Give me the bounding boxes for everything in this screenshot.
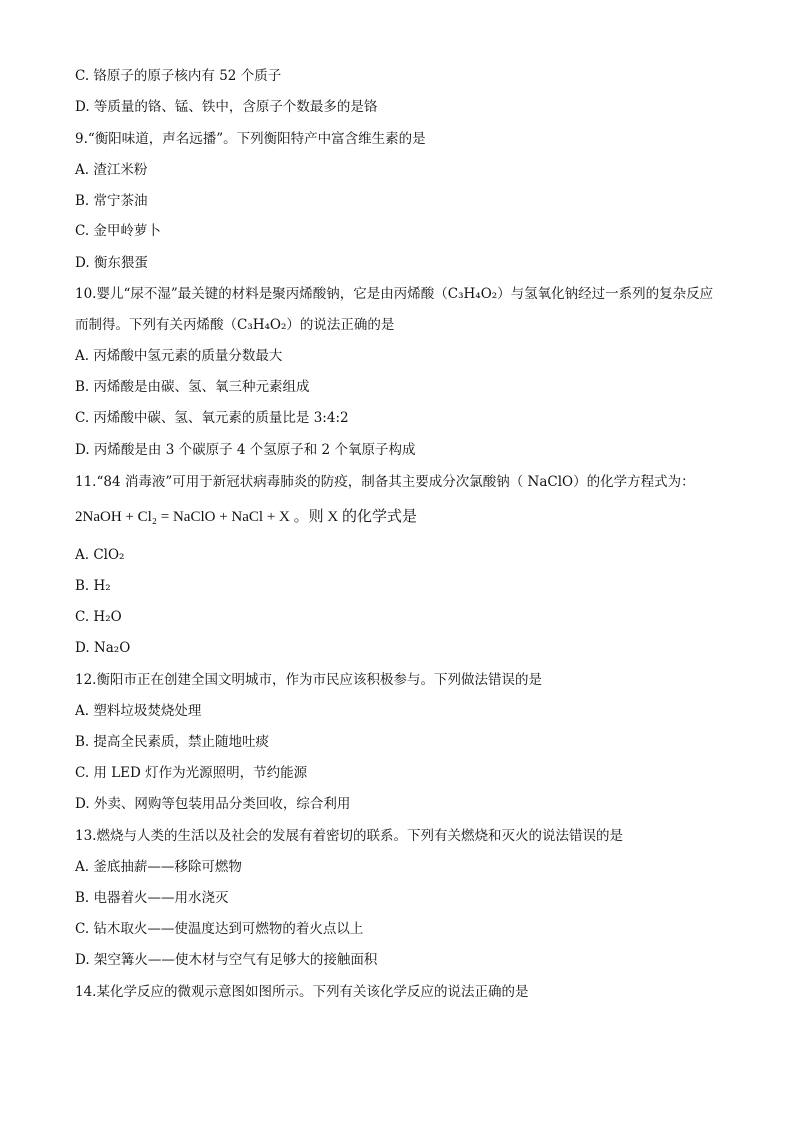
option-b: B. 丙烯酸是由碳、氢、氧三种元素组成 (75, 379, 310, 395)
question-14-stem: 14.某化学反应的微观示意图如图所示。下列有关该化学反应的说法正确的是 (75, 984, 529, 1000)
option-d: D. Na₂O (75, 640, 131, 656)
option-a: A. 渣江米粉 (75, 162, 148, 178)
option-b: B. 电器着火——用水浇灭 (75, 890, 229, 906)
text-line: C. 铬原子的原子核内有 52 个质子 (75, 68, 282, 84)
option-c: C. 钻木取火——使温度达到可燃物的着火点以上 (75, 921, 364, 937)
option-c: C. 丙烯酸中碳、氢、氧元素的质量比是 3:4:2 (75, 410, 349, 426)
option-d: D. 丙烯酸是由 3 个碳原子 4 个氢原子和 2 个氧原子构成 (75, 442, 416, 458)
chemical-equation: 2NaOH + Cl₂ = NaClO + NaCl + X 。则 X 的化学式是 (75, 509, 417, 525)
text-line: D. 等质量的铬、锰、铁中，含原子个数最多的是铬 (75, 99, 378, 115)
option-c: C. 用 LED 灯作为光源照明，节约能源 (75, 765, 308, 781)
question-12-stem: 12.衡阳市正在创建全国文明城市，作为市民应该积极参与。下列做法错误的是 (75, 672, 542, 688)
option-d: D. 架空篝火——使木材与空气有足够大的接触面积 (75, 952, 378, 968)
question-11-stem: 11.“84 消毒液”可用于新冠状病毒肺炎的防疫，制备其主要成分次氯酸钠（ NaClO）的化学方程式为： (75, 474, 695, 490)
option-a: A. 丙烯酸中氢元素的质量分数最大 (75, 348, 283, 364)
option-d: D. 衡东猥蛋 (75, 255, 148, 271)
option-d: D. 外卖、网购等包装用品分类回收，综合利用 (75, 796, 351, 812)
option-b: B. 常宁茶油 (75, 193, 148, 209)
option-b: B. 提高全民素质，禁止随地吐痰 (75, 734, 270, 750)
question-9-stem: 9.“衡阳味道，声名远播”。下列衡阳特产中富含维生素的是 (75, 131, 426, 147)
option-c: C. 金甲岭萝卜 (75, 223, 161, 239)
option-a: A. 釜底抽薪——移除可燃物 (75, 859, 242, 875)
question-10-stem: 10.婴儿“尿不湿”最关键的材料是聚丙烯酸钠，它是由丙烯酸（C₃H₄O₂）与氢氧化钠经过一系列的复杂反应 (75, 286, 714, 302)
question-10-stem-cont: 而制得。下列有关丙烯酸（C₃H₄O₂）的说法正确的是 (75, 317, 395, 333)
option-b: B. H₂ (75, 578, 111, 594)
option-a: A. 塑料垃圾焚烧处理 (75, 703, 202, 719)
option-a: A. ClO₂ (75, 547, 125, 563)
option-c: C. H₂O (75, 609, 122, 625)
question-13-stem: 13.燃烧与人类的生活以及社会的发展有着密切的联系。下列有关燃烧和灭火的说法错误的是 (75, 828, 623, 844)
